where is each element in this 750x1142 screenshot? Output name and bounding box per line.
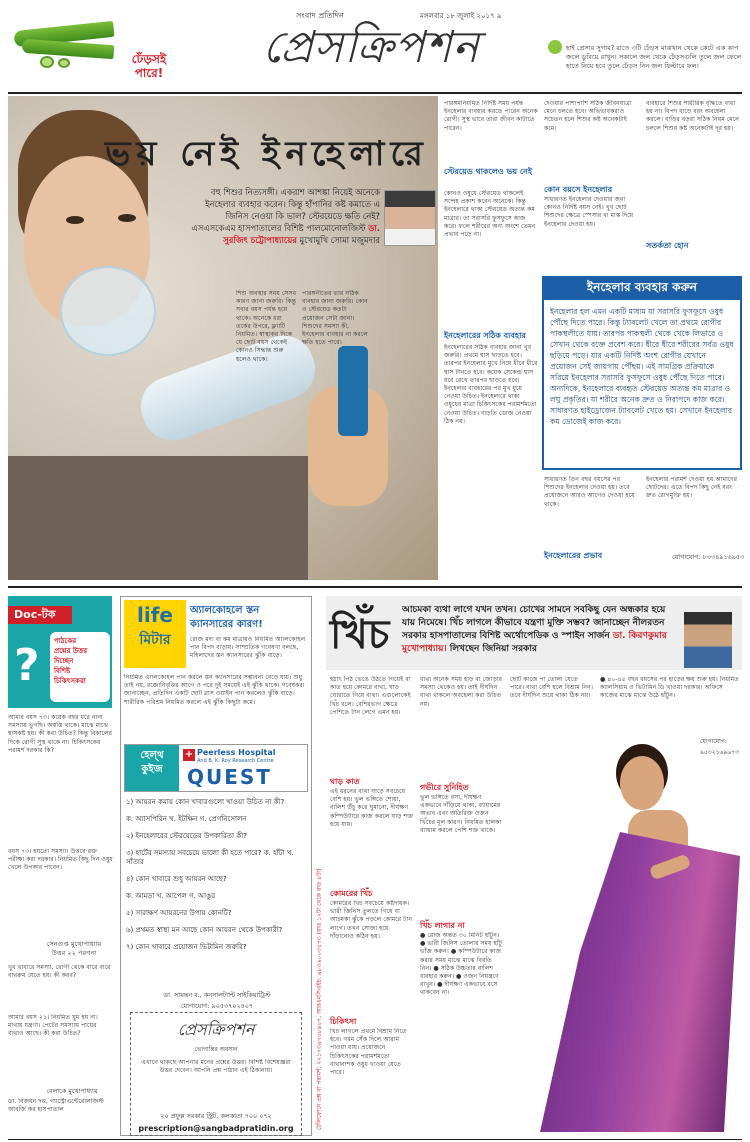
quiz-option: ক. আমড়া খ. আপেল গ. আঙুর [126, 892, 216, 900]
lead-col-c2: কোনও ওষুধে স্টেরয়েড থাকলেই সন্দেহ প্রকাশ করেন অনেকে। কিন্তু ইনহেলারে থাকা স্টেরয়েড অত্যন্ত কম মাত্রার। তা সরাসরি ফুসফুসে কাজ করে। ফলে শরীরের অন্য অংশে তেমন প্রভাব পড়ে না। [444, 190, 536, 239]
section-rule [8, 586, 742, 588]
quiz-question: ২) ইনহেলারের স্টেরয়েডের উপকারিতা কী? [126, 832, 247, 840]
hospital-sub: And B. K. Roy Research Centre [197, 758, 274, 764]
kicker: সংবাদ প্রতিদিন [296, 11, 344, 20]
lead-intro: বহু শিশুর নিত্যসঙ্গী। একরাশ আশঙ্কা নিয়েই অনেকে ইনহেলার ব্যবহার করেন। কিন্তু হাঁপানির কষ্ট কমাতে এ জিনিস নেওয়া কি ভাল? স্টেরয়েডে ক্ষতি নেই? এসএসকেএম হাসপাতালের বিশিষ্ট পালমোনোলজিস্ট ডা. সুরজিৎ চট্টোপাধ্যায়ের মুখোমুখি সোমা মজুমদার [191, 187, 380, 245]
tip-leaf-icon [548, 40, 562, 54]
inhaler-mask [60, 266, 156, 356]
lead-col-d1: দেওয়ার পাশাপাশি সঠিক জীবনযাত্রা মেনে চলতে হবে। অভিভাবকরাও সচেতন হলে শিশুর কষ্ট অনেকটাই কমে। [544, 100, 632, 132]
issue-date: মঙ্গলবার ১৮ জুলাই ২০১৭ ৯ [420, 12, 502, 20]
lifemeter-headline: অ্যালকোহলে স্তন ক্যানসারের কারণ! [190, 605, 263, 630]
quiz-question: ১) আয়রন কমায় কোন খাবারগুলো খাওয়া উচিত না কী? [126, 798, 285, 806]
doctalk-a1: বয়স ৭৩। হয়তো সমস্যা। উত্তরে রক্ত পরীক্ষা করা দরকার। নিয়মিত কিছু দিন ওষুধ খেলে উপকার পাবেন। [8, 848, 113, 872]
doctalk-signoff: বেলাকে মুখোপাধ্যায় [46, 1087, 98, 1095]
lifemeter-col-1: রোজ মদ্য বা কম মাত্রায়ও নিয়মিত অ্যালকোহল পান বিপদ বাড়ায়। সাম্প্রতিক গবেষণা বলছে, মহিলাদের স্তন ক্যানসারের ঝুঁকি বাড়ে। [190, 636, 306, 660]
quiz-option: ক. অ্যাসপিরিন খ. ইটক্ষিন গ. প্রেগনিসোলন [126, 815, 247, 823]
khich-col-a4: খিঁচ লাগলে প্রথমে বিশ্রাম নিতে হবে। গরম সেঁক দিলে আরাম পাওয়া যায়। প্রয়োজনে চিকিৎসকের পরামর্শমতো ব্যথানাশক ওষুধ খাওয়া যেতে পারে। [330, 1028, 407, 1077]
quiz-question: ৩) হার্টের সমস্যায় সবচেয়ে ভালো কী হতে পারে? ক. হাঁটা খ. সাঁতার [126, 849, 294, 866]
quiz-question: ৬) প্রথমত স্বাস্থ্য মন আছে কোন আয়রন থেকে উপকারী? [126, 926, 283, 934]
lifemeter-logo: life মিটার [124, 600, 186, 668]
lead-contact: যোগাযোগ: ৮৩৩৪৯১৬৯৫৩ [672, 553, 745, 561]
lead-sub5: সতর্কতা হোন [646, 241, 689, 250]
footer-rule [8, 1139, 742, 1140]
quest-banner [124, 744, 308, 792]
phone-strip [314, 600, 324, 1136]
lifemeter-col-2: নিয়মিত এ্যালকোহল পান করলে স্তন ক্যানসারের সম্ভাবনা বেড়ে যায়। শুধু তাই নয়, রজোনিবৃত্তির আগে ও পরে দুই সময়েই এই ঝুঁকি থাকে। গবেষকরা জানাচ্ছেন, প্রতিদিন একটি ছোট গ্লাস ওয়াইন পান করলেও ঝুঁকি বাড়ে। শারীরিক পরিশ্রম নিয়মিত করলে এই ঝুঁকি কিছুটা কমে। [124, 674, 305, 706]
quiz-sign: ডা. সায়ন্তন ব., কনসালট্যান্ট সাইকিয়াট্রিস্ট যোগাযোগ: ৯০৫৩৭০২৪০৭ [163, 991, 271, 1010]
phone-strip-text: টেলিফোনে প্রশ্ন বা পরামর্শ: ২২১৭৩৯৭৪৮৯৪৭, আরএমসিএইচ: ৯৮৩৬০০৩৪৭৩ (রাত ১২টা থেকে রাত ৮টা) [316, 868, 323, 1130]
lead-col-c1: পারঙ্গমনিয়মিত নির্দিষ্ট সময় পর্যন্ত ইনহেলার ব্যবহার করতে পারেন অনেক রোগী। সুস্থ ভাবে তারা জীবন কাটাতে পারেন। [444, 100, 538, 132]
khich-col-a2: এই ধরনের ব্যথা ঘাড়ে সবচেয়ে বেশি হয়। ভুল ভঙ্গিতে শোয়া, বালিশ উঁচু করে ঘুমানো, দীর্ঘক্ষণ কম্পিউটারে কাজ করলে ঘাড় শক্ত হয়ে যায়। [330, 788, 414, 828]
quiz-question: ৪) কোন খাবারে শুধু আয়রন আছে? [126, 875, 227, 883]
doctalk-q1: আমার বয়স ৭৩। কয়েক বছর ধরে নানা সমস্যায় ভুগছি। অস্বস্তি থাকে। মাঝে মাঝে শ্বাসকষ্ট হয়। কী করা উচিত? কিন্তু বিকালের দিকে রোগী সুস্থ থাকে না। চিকিৎসকের পরামর্শ দরকার কি? [8, 714, 113, 754]
khich-sub3: চিকিৎসা [330, 1017, 357, 1026]
prescription-email-link[interactable]: prescription@sangbadpratidin.org [138, 1124, 294, 1133]
masthead: প্রেসক্রিপশন [262, 22, 480, 73]
lead-col-a: শিশু অবস্থার সময় সেসব কারণ জানা জরুরি। কিন্তু সবার বয়স পর্যন্ত হয়ে থাকে। অনেকে ধরা তর্কের উপরে, ফ্ল্যাটি নিয়মিত। স্বাস্থ্যকর দিকে যে ছোট বয়স থেকেই কোনও সিদ্ধান্ত শুরু হলেও থাকে। [236, 290, 297, 363]
doctalk-a2: আমার বয়স ২১। নিয়মিত ঘুম হয় না। মাথায় যন্ত্রণা। পেটের সমস্যায় পায়ের ব্যথাও আছে। কী করা উচিত? [8, 1014, 98, 1038]
khich-col-d1: ● ৪০-৪৫ বছর বয়সের পর হাড়ের ক্ষয় শুরু হয়। নিয়মিত ক্যালসিয়াম ও ভিটামিন ডি খাওয়া দরকার। অফিসে কাজের মাঝে মাঝে উঠে হাঁটুন। [600, 676, 739, 700]
quiz-list [126, 798, 308, 960]
face-shape [620, 756, 664, 810]
khich-col-c1: ছোট কাজে পা তোলা যেতে পারে। ব্যথা বেশি হলে বিশ্রাম নিন। তবে দীর্ঘদিন শুয়ে থাকা ঠিক নয়। [510, 676, 594, 700]
khich-contact: যোগাযোগ: ৯৫৩২১৬৯৬৭৩ [700, 738, 739, 756]
doctalk-blurb: পাঠকের প্রশ্নের উত্তর দিচ্ছেন বিশিষ্ট চিকিৎসকরা [50, 632, 110, 702]
khich-doctor-portrait [684, 612, 732, 668]
doctalk-q2: খুব খাবারে সমস্যা, রোগী থেকে বারে বারে বাথরুম যেতে হয়। কী করব? [8, 964, 111, 980]
khich-col-b1: ব্যথা অনেক সময় হাড় বা জোড়ার সমস্যা থেকেও হয়। তাই দীর্ঘদিন ব্যথা থাকলে অবহেলা করা উচিত নয়। [420, 676, 503, 708]
khich-col-a1: হঠাৎ পিঠ ভেঙে উঠতে গিয়েই বা কাত হয়ে কোমরে ব্যথা, ঘাড় ঘোরাতে গিয়ে ব্যথা। এগুলোকেই খিঁচ বলে। বেশিরভাগ ক্ষেত্রে পেশিতে টান লেগে এমন হয়। [330, 676, 411, 716]
lead-sub1: স্টেরয়েড থাকলেও ভয় নেই [444, 167, 533, 176]
coupon-sub: ভোগান্তির অবসান [194, 1046, 238, 1053]
lead-col-d3: সাধারণত তিন বছর বয়সের পর শিশুদের ইনহেলার দেওয়া হয়। তবে প্রয়োজনে আরও আগেও দেওয়া হয়ে থাকে। [544, 476, 635, 508]
doctalk-title: Doc-টক [8, 606, 72, 624]
box-title-bar [542, 276, 742, 298]
quest-left: হেল্থ কুইজ [125, 745, 179, 791]
khich-sub2: কোমরের খিঁচ [330, 889, 373, 898]
saree-shape [540, 832, 740, 1132]
khich-headline: খিঁচ [330, 612, 390, 658]
quest-title: QUEST [187, 765, 272, 789]
lead-headline: ভয় নেই ইনহেলারে [105, 134, 429, 174]
coupon-body: এখানে থাকছে আপনার মনের প্রশ্নের উত্তর। বিশিষ্ট বিশেষজ্ঞরা উত্তর দেবেন। আপনি প্রশ্ন পাঠান এই ঠিকানায়। [141, 1059, 291, 1075]
khich-col-a3: কোমরের খিঁচ সবচেয়ে কষ্টদায়ক। ভারী জিনিস তুলতে গিয়ে বা আচমকা ঝুঁকে পড়লে কোমরে টান লাগে। তখন সোজা হয়ে দাঁড়ানোও কঠিন হয়। [330, 900, 413, 940]
coupon-masthead: প্রেসক্রিপশন [177, 1020, 255, 1039]
lead-col-d2: সাধারণত ইনহেলার দেওয়ার জন্য কোনও নির্দিষ্ট বয়স নেই। খুব ছোট শিশুদের ক্ষেত্রে স্পেসার বা মাস্ক দিয়ে ইনহেলার দেওয়া হয়। [544, 196, 634, 228]
okra-illustration [14, 20, 122, 68]
okra-caption: ঢেঁড়সই পারে! [131, 52, 167, 80]
okra-tip: হাই প্রেসার সুগার? রাতে ৩টি ঢেঁড়স মাঝখান থেকে কেটে এক কাপ জলে ডুবিয়ে রাখুন। সকালে জল থেকে ঢেঁড়সগুলি তুলে জল ফেলে হাতে নিয়ে হবে তুলে ঢেঁড়স নিন জল ফিল্টারে ফল। [566, 44, 742, 70]
quiz-question: ৫) সারাক্ষণ আয়রনের উপায় কোনটি? [126, 909, 232, 917]
doctalk-answer-by: সেনগুপ্ত মুখোপাধ্যায় উত্তর ২২ পরগনা [46, 940, 102, 957]
lead-col-b: পারঙ্গনীতের তার সঠিক ব্যবহার জানা জরুরি। কোন ও স্টেরয়েড কতটা প্রয়োজন সেটা জানা। শিশুদের সমস্যা কী, ইনহেলার ব্যবহার না করলে ক্ষতি হতে পারে। [302, 290, 368, 347]
coupon-address: ২০ প্রফুল্ল সরকার স্ট্রিট, কলকাতা ৭০০ ০৭২ [160, 1112, 272, 1120]
khich-sub5: খিঁচ লাগার না [420, 921, 465, 930]
lead-sub3: ইনহেলারের সঠিক ব্যবহার [444, 331, 526, 340]
khich-sub4: গভীরে সুনিহিত [420, 783, 469, 792]
hospital-name: Peerless Hospital [197, 748, 276, 757]
lead-col-c3: ইনহেলারের সঠিক ব্যবহার জানা খুব জরুরি। প্রথমে শ্বাস ছাড়তে হবে। তারপর ইনহেলার মুখে নিয়ে ধীরে ধীরে শ্বাস টানতে হবে। কয়েক সেকেন্ড শ্বাস ধরে রেখে তারপর ছাড়তে হবে। ইনহেলার ব্যবহারের পর মুখ ধুয়ে নেওয়া উচিত। ইনহেলারে থাকা ওষুধের মাত্রা চিকিৎসকের পরামর্শমতো নেওয়া উচিত। বাড়তি ডোজ নেওয়া ঠিক নয়। [444, 344, 538, 425]
hospital-cross-icon: + [184, 749, 194, 760]
lead-sub2: কোন বয়সে ইনহেলার [544, 185, 613, 194]
lead-sub4: ইনহেলারের প্রভাব [544, 551, 603, 560]
box-title: ইনহেলার ব্যবহার করুন [587, 280, 697, 294]
lead-col-e2: ইনহেলার পরামর্শ দেওয়া হয় আমাদের ছোটদের। এতে বিপদ কিছু নেই বরং দ্রুত রোগমুক্তি হয়। [646, 476, 738, 500]
khich-sub1: ঘাড় কাত [330, 777, 360, 786]
coupon-box [130, 1012, 302, 1136]
shirt-shape [8, 456, 308, 580]
khich-col-b3: ● রোজ অন্তত ৩০ মিনিট হাঁটুন। ● ভারী জিনিস তোলার সময় হাঁটু ভাঁজ করুন। ● কম্পিউটারে কাজ করার সময় মাঝে মাঝে বিরতি নিন। ● সঠিক উচ্চতার বালিশ ব্যবহার করুন। ● ওজন নিয়ন্ত্রণে রাখুন। ● দীর্ঘক্ষণ একভাবে বসে থাকবেন না। [420, 932, 503, 997]
header-rule [8, 92, 742, 94]
quiz-question: ৭) কোন খাবারে প্রয়োজন ভিটামিন জরুরি? [126, 943, 247, 951]
khich-intro: আচমকা ব্যথা লাগে যখন তখন। চোখের সামনে সবকিছু যেন অন্ধকার হয়ে যায় নিমেষে। খিঁচ লাগলে কীভাবে যন্ত্রণা মুক্তি সম্ভব? জানাচ্ছেন নীলরতন সরকার হাসপাতালের বিশিষ্ট অর্থোপেডিক ও স্পাইন সার্জন ডা. কিরণকুমার মুখোপাধ্যায়। লিখছেন জিনিয়া সরকার [402, 605, 667, 654]
question-mark-icon: ? [14, 640, 40, 691]
doctalk-panel [8, 596, 112, 708]
khich-col-b2: ভুল ভঙ্গিতে বসা, দীর্ঘক্ষণ একভাবে দাঁড়িয়ে থাকা, ব্যায়ামের অভাব এবং অতিরিক্ত ওজন খিঁচের মূল কারণ। নিয়মিত হালকা ব্যায়াম করলে পেশি শক্ত থাকে। [420, 794, 502, 834]
box-body: ইনহেলার হল এমন একটি মাধ্যম যা সরাসরি ফুসফুসে ওষুধ পৌঁছে দিতে পারে। কিন্তু ট্যাবলেট খেলে তা প্রথমে রোগীর পাকস্থলীতে যায়। তারপর পাকস্থলী থেকে খেকে লিভারে ও সেখান থেকে রক্তে প্রবেশ করে। ধীরে ধীরে শরীরের সর্বত্র ওষুধ ছড়িয়ে পড়ে। যার একটি নির্দিষ্ট অংশ রোগীর যেখানে প্রয়োজন সেই জায়গায় পৌঁছয়। এই সামগ্রিক প্রক্রিয়াকে সরিয়ে ইনহেলার সরাসরি ফুসফুসে ওষুধ পৌঁছে দিতে পারে। অন্যদিকে, ইনহেলারে ব্যবহৃত স্টেরয়েড অত্যন্ত কম মাত্রার ও লঘু প্রকৃতির। যা শরীরে অনেক দ্রুত ও নিরাপদে কাজ করে। সাধারণত হাইড্রোজেন ট্যাবলেট খেতে হয়। সেখানে ইনহেলার কম ডোজেই কাজ করে। [550, 307, 734, 426]
doctor-portrait [384, 190, 436, 246]
lead-col-e1: ব্যবহারে শিশুর শারীরিক বৃদ্ধিতে বাধা হয় না। বিপদ বাড়ে বরং অবহেলা করলে। বাড়ির বড়রা সঠিক নিয়ম মেনে চললে শিশুর কষ্ট অনেকটাই দূর হয়। [646, 100, 739, 132]
khich-photo [500, 740, 742, 1136]
info-box [542, 298, 742, 470]
doctalk-footer: ডা. বিজয়ন দত্ত, গ্যাস্ট্রোএন্টেরোলজিস্ট আবর্জি কর হাসপাতাল [8, 1098, 104, 1114]
